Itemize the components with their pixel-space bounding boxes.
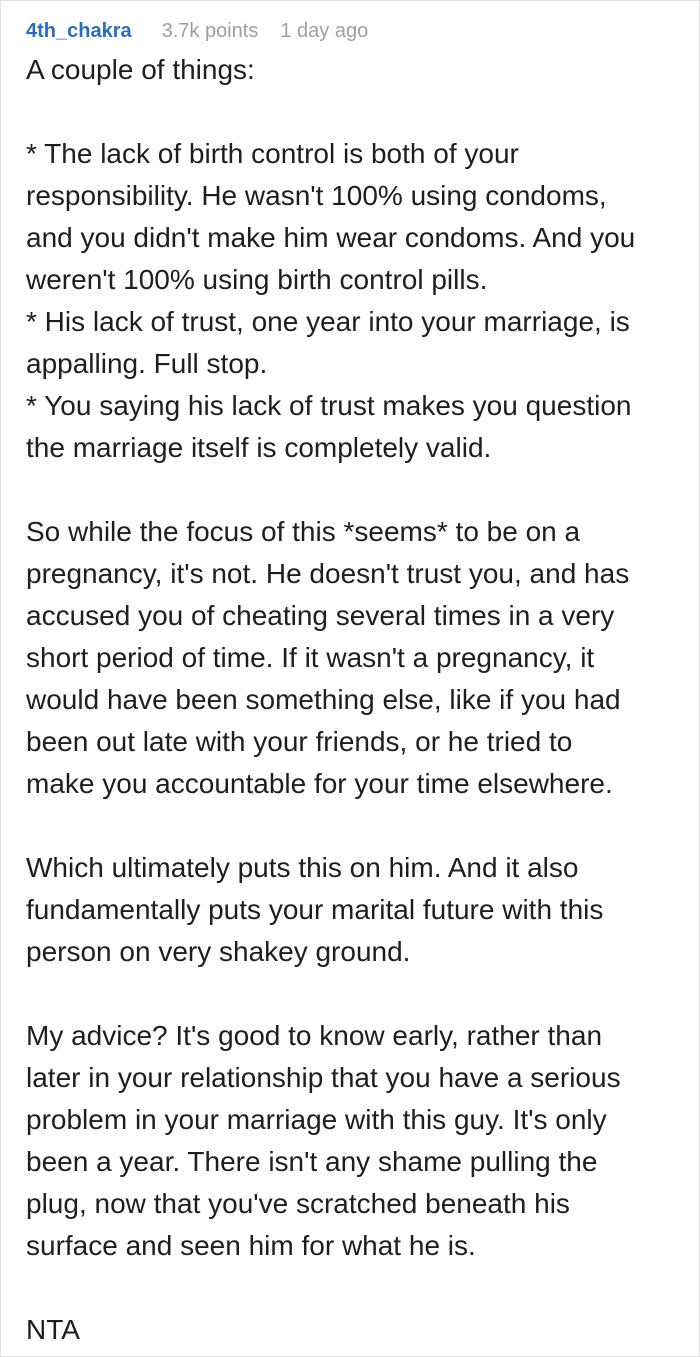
comment-body bbox=[1, 49, 646, 1351]
comment-paragraph-advice: My advice? It's good to know early, rather than later in your relationship that you have a serious problem in your marriage with this guy. It's only been a year. There isn't any shame pulling the plug, now that you've scratched beneath his surface and seen him for what he is. bbox=[26, 1020, 621, 1261]
comment-timestamp: 1 day ago bbox=[280, 20, 369, 42]
comment-points: 3.7k points bbox=[161, 20, 259, 42]
comment-header bbox=[1, 1, 699, 45]
comment-bullet-1: * The lack of birth control is both of your responsibility. He wasn't 100% using condoms, and you didn't make him wear condoms. And you weren't 100% using birth control pills. bbox=[26, 138, 636, 295]
comment-bullet-2: * His lack of trust, one year into your marriage, is appalling. Full stop. bbox=[26, 306, 630, 379]
comment-bullet-3: * You saying his lack of trust makes you question the marriage itself is completely valid. bbox=[26, 390, 632, 463]
comment-paragraph-intro: A couple of things: bbox=[26, 54, 255, 85]
comment-paragraph-blame: Which ultimately puts this on him. And it also fundamentally puts your marital future with this person on very shakey ground. bbox=[26, 852, 604, 967]
comment-verdict: NTA bbox=[26, 1314, 80, 1345]
comment-author-link[interactable]: 4th_chakra bbox=[26, 20, 132, 42]
comment-paragraph-focus: So while the focus of this *seems* to be on a pregnancy, it's not. He doesn't trust you, and has accused you of cheating several times in a very short period of time. If it wasn't a pregnancy, it would have been something else, like if you had been out late with your friends, or he tried to make you accountable for your time elsewhere. bbox=[26, 516, 630, 799]
